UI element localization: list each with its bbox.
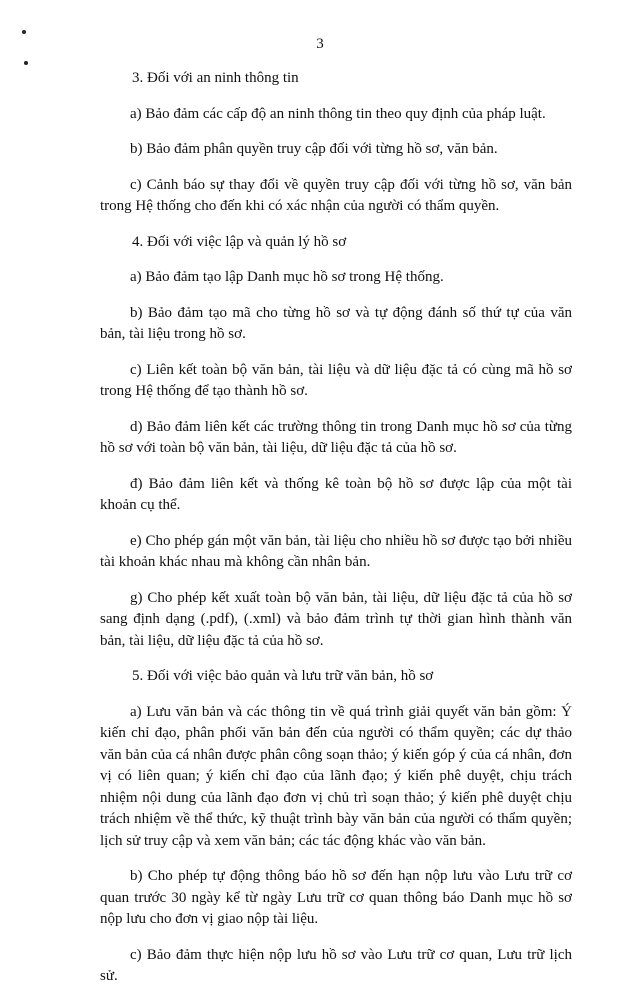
paragraph-4a: a) Bảo đảm tạo lập Danh mục hồ sơ trong Hệ thống. [130, 269, 444, 285]
paragraph-4g: g) Cho phép kết xuất toàn bộ văn bản, tài liệu, dữ liệu đặc tả của hồ sơ sang định dạng (.pdf), (.xml) và bảo đảm trình tự thời gian hình thành văn bản, tài liệu, dữ liệu đặc tả của hồ sơ. [100, 589, 572, 649]
paragraph-5a: a) Lưu văn bản và các thông tin về quá trình giải quyết văn bản gồm: Ý kiến chỉ đạo, phân phối văn bản đến của người có thẩm quyền; các dự thảo văn bản của cá nhân được phân công soạn thảo; ý kiến góp ý của cá nhân, đơn vị có liên quan; ý kiến chỉ đạo của lãnh đạo; ý kiến phê duyệt, chịu trách nhiệm nội dung của lãnh đạo đơn vị chủ trì soạn thảo; ý kiến phê duyệt chịu trách nhiệm về thể thức, kỹ thuật trình bày văn bản của người có thẩm quyền; lịch sử truy cập và xem văn bản; các tác động khác vào văn bản. [100, 703, 572, 849]
paragraph-3c: c) Cảnh báo sự thay đổi về quyền truy cập đối với từng hồ sơ, văn bản trong Hệ thống cho đến khi có xác nhận của người có thẩm quyền. [100, 176, 572, 214]
page-number: 3 [316, 36, 324, 52]
paragraph-5b: b) Cho phép tự động thông báo hồ sơ đến hạn nộp lưu vào Lưu trữ cơ quan trước 30 ngày kể từ ngày Lưu trữ cơ quan thông báo Danh mục hồ sơ nộp lưu cho đơn vị giao nộp tài liệu. [100, 868, 572, 927]
paragraph-4c: c) Liên kết toàn bộ văn bản, tài liệu và dữ liệu đặc tả có cùng mã hồ sơ trong Hệ thống để tạo thành hồ sơ. [100, 361, 572, 399]
paragraph-5c: c) Bảo đảm thực hiện nộp lưu hồ sơ vào Lưu trữ cơ quan, Lưu trữ lịch sử. [100, 946, 572, 984]
paragraph-3a: a) Bảo đảm các cấp độ an ninh thông tin theo quy định của pháp luật. [130, 105, 546, 122]
paragraph-4d: d) Bảo đảm liên kết các trường thông tin trong Danh mục hồ sơ của từng hồ sơ với toàn bộ văn bản, tài liệu, dữ liệu đặc tả của hồ sơ. [100, 418, 572, 456]
scan-dot [22, 30, 26, 34]
paragraph-4e: e) Cho phép gán một văn bản, tài liệu cho nhiều hồ sơ được tạo bởi nhiều tài khoản khác nhau mà không cần nhân bản. [100, 532, 572, 570]
section-heading-5: 5. Đối với việc bảo quản và lưu trữ văn bản, hồ sơ [132, 668, 434, 684]
paragraph-4dd: đ) Bảo đảm liên kết và thống kê toàn bộ hồ sơ được lập của một tài khoản cụ thể. [100, 475, 572, 513]
section-heading-4: 4. Đối với việc lập và quản lý hồ sơ [132, 233, 347, 250]
section-heading-3: 3. Đối với an ninh thông tin [132, 70, 299, 86]
paragraph-4b: b) Bảo đảm tạo mã cho từng hồ sơ và tự động đánh số thứ tự của văn bản, tài liệu trong hồ sơ. [100, 304, 572, 342]
document-body [100, 68, 572, 1002]
paragraph-3b: b) Bảo đảm phân quyền truy cập đối với từng hồ sơ, văn bản. [130, 141, 498, 157]
scan-dot [24, 61, 28, 65]
